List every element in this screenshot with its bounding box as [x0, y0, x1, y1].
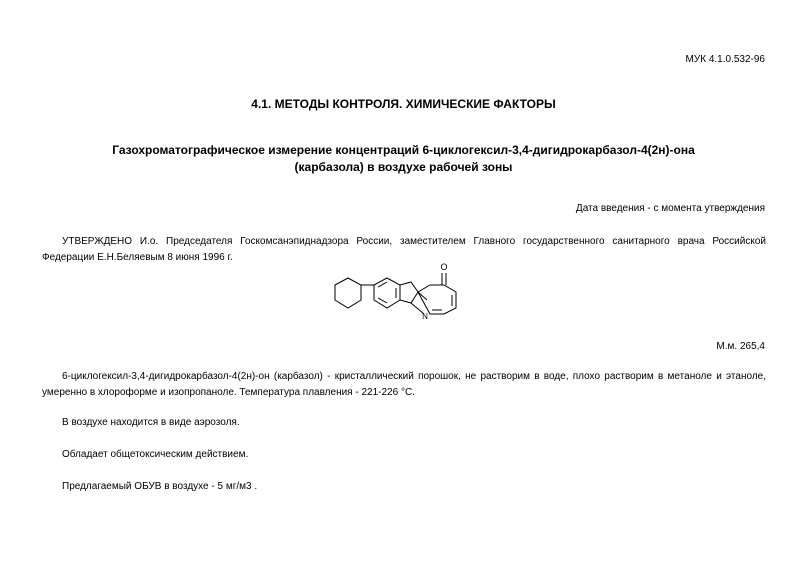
- document-code: МУК 4.1.0.532-96: [685, 54, 765, 65]
- section-title: 4.1. МЕТОДЫ КОНТРОЛЯ. ХИМИЧЕСКИЕ ФАКТОРЫ: [251, 97, 556, 111]
- cyclohexane-ring: [335, 278, 361, 308]
- pyrrole-ring: [400, 282, 418, 303]
- main-title-line-1: Газохроматографическое измерение концентраций 6-циклогексил-3,4-дигидрокарбазол-4(2н)-она: [112, 143, 695, 157]
- main-title-line-2: (карбазола) в воздухе рабочей зоны: [294, 160, 513, 174]
- structural-formula: [322, 258, 490, 326]
- atom-n-label: N: [422, 312, 428, 321]
- approval-text: УТВЕРЖДЕНО И.о. Председателя Госкомсанэпиднадзора России, заместителем Главного государственного санитарного врача Российской Федерации Е.Н.Беляевым 8 июня 1996 г.: [42, 236, 766, 263]
- aerosol-statement: В воздухе находится в виде аэрозоля.: [62, 417, 240, 428]
- atom-o-label: O: [440, 262, 448, 272]
- obuv-statement: Предлагаемый ОБУВ в воздухе - 5 мг/м3 .: [62, 481, 258, 492]
- description-paragraph: [42, 369, 766, 401]
- toxicity-statement: Обладает общетоксическим действием.: [62, 449, 249, 460]
- introduction-date: Дата введения - с момента утверждения: [575, 203, 765, 214]
- main-title: [60, 142, 747, 176]
- description-text: 6-циклогексил-3,4-дигидрокарбазол-4(2н)-он (карбазол) - кристаллический порошок, не растворим в воде, плохо растворим в метаноле и этаноле, умеренно в хлороформе и изопропаноле. Температура плавления - 221-226 °С.: [42, 371, 766, 398]
- molecular-weight: М.м. 265,4: [716, 341, 765, 352]
- molecule-bonds: [335, 273, 456, 314]
